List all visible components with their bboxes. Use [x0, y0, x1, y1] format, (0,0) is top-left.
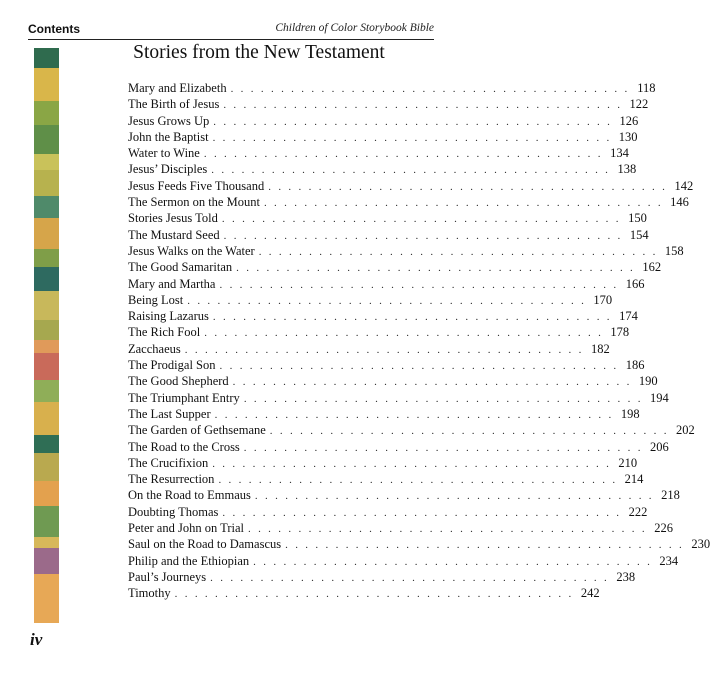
- toc-entry[interactable]: [128, 553, 679, 569]
- toc-entry[interactable]: [128, 520, 673, 536]
- color-band: [34, 340, 59, 353]
- toc-entry[interactable]: [128, 210, 647, 226]
- color-band: [34, 48, 59, 68]
- toc-entry-page: 154: [629, 227, 649, 242]
- toc-entry-page: 194: [650, 390, 669, 405]
- toc-entry-title: The Triumphant Entry: [128, 390, 240, 405]
- toc-entry-page: 122: [629, 97, 649, 112]
- toc-entry[interactable]: [128, 113, 639, 129]
- color-band: [34, 574, 59, 623]
- color-band: [34, 353, 59, 380]
- toc-entry-page: 202: [676, 423, 695, 438]
- toc-entry[interactable]: [128, 373, 658, 389]
- dot-leader: . . . . . . . . . . . . . . . . . . . . . . . . . . . . . . . . . . . . . . . .: [214, 408, 614, 421]
- dot-leader: . . . . . . . . . . . . . . . . . . . . . . . . . . . . . . . . . . . . . . . .: [236, 262, 636, 275]
- toc-entry-title: Being Lost: [128, 292, 184, 307]
- toc-entry-title: The Good Shepherd: [128, 374, 229, 389]
- toc-entry[interactable]: [128, 259, 662, 275]
- section-label: Contents: [28, 22, 80, 36]
- toc-entry-title: The Birth of Jesus: [128, 97, 220, 112]
- color-band: [34, 506, 59, 537]
- toc-entry-title: The Road to the Cross: [128, 439, 240, 454]
- toc-entry-title: Stories Jesus Told: [128, 211, 218, 226]
- toc-entry-title: The Crucifixion: [128, 455, 209, 470]
- toc-entry-page: 146: [670, 195, 689, 210]
- toc-entry-page: 222: [628, 504, 648, 519]
- toc-entry-title: Jesus Grows Up: [128, 113, 210, 128]
- toc-entry-page: 198: [620, 406, 640, 421]
- toc-entry-title: Water to Wine: [128, 146, 200, 161]
- dot-leader: . . . . . . . . . . . . . . . . . . . . . . . . . . . . . . . . . . . . . . . .: [187, 294, 587, 307]
- toc-entry-page: 206: [650, 439, 669, 454]
- color-band: [34, 380, 59, 402]
- toc-entry[interactable]: [128, 276, 645, 292]
- toc-entry-title: Mary and Martha: [128, 276, 216, 291]
- toc-entry-title: The Good Samaritan: [128, 260, 233, 275]
- dot-leader: . . . . . . . . . . . . . . . . . . . . . . . . . . . . . . . . . . . . . . . .: [212, 311, 612, 324]
- dot-leader: . . . . . . . . . . . . . . . . . . . . . . . . . . . . . . . . . . . . . . . .: [219, 360, 619, 373]
- toc-entry[interactable]: [128, 390, 669, 406]
- color-band: [34, 170, 59, 197]
- toc-entry-page: 130: [618, 129, 638, 144]
- book-title: Children of Color Storybook Bible: [275, 22, 434, 34]
- toc-entry-title: The Sermon on the Mount: [128, 195, 260, 210]
- color-band: [34, 320, 59, 340]
- toc-entry-title: Paul’s Journeys: [128, 569, 207, 584]
- dot-leader: . . . . . . . . . . . . . . . . . . . . . . . . . . . . . . . . . . . . . . . .: [254, 490, 654, 503]
- color-band: [34, 291, 59, 320]
- toc-entry[interactable]: [128, 406, 640, 422]
- dot-leader: . . . . . . . . . . . . . . . . . . . . . . . . . . . . . . . . . . . . . . . .: [184, 343, 584, 356]
- toc-entry[interactable]: [128, 161, 637, 177]
- toc-entry-title: The Prodigal Son: [128, 358, 216, 373]
- toc-entry-title: Raising Lazarus: [128, 309, 209, 324]
- toc-entry-page: 142: [674, 178, 694, 193]
- toc-entry-page: 150: [628, 211, 647, 226]
- dot-leader: . . . . . . . . . . . . . . . . . . . . . . . . . . . . . . . . . . . . . . . .: [212, 131, 612, 144]
- toc-entry-title: The Mustard Seed: [128, 227, 220, 242]
- toc-entry-page: 162: [642, 260, 662, 275]
- toc-entry-page: 218: [661, 488, 680, 503]
- dot-leader: . . . . . . . . . . . . . . . . . . . . . . . . . . . . . . . . . . . . . . . .: [174, 588, 574, 601]
- toc-entry[interactable]: [128, 324, 630, 340]
- color-band: [34, 68, 59, 101]
- toc-entry-page: 126: [619, 113, 639, 128]
- toc-entry-page: 134: [610, 146, 629, 161]
- dot-leader: . . . . . . . . . . . . . . . . . . . . . . . . . . . . . . . . . . . . . . . .: [243, 441, 643, 454]
- toc-entry[interactable]: [128, 292, 613, 308]
- toc-entry-page: 190: [638, 374, 658, 389]
- toc-entry[interactable]: [128, 504, 648, 520]
- toc-entry-title: Jesus Walks on the Water: [128, 243, 255, 258]
- decorative-color-strip: [34, 48, 59, 623]
- toc-entry-page: 166: [625, 276, 645, 291]
- dot-leader: . . . . . . . . . . . . . . . . . . . . . . . . . . . . . . . . . . . . . . . .: [243, 392, 643, 405]
- toc-entry-page: 238: [616, 569, 636, 584]
- color-band: [34, 196, 59, 218]
- toc-entry-title: Timothy: [128, 586, 171, 601]
- dot-leader: . . . . . . . . . . . . . . . . . . . . . . . . . . . . . . . . . . . . . . . .: [230, 83, 630, 95]
- toc-entry-page: 210: [618, 455, 638, 470]
- dot-leader: . . . . . . . . . . . . . . . . . . . . . . . . . . . . . . . . . . . . . . . .: [263, 197, 663, 210]
- toc-entry[interactable]: [128, 422, 695, 438]
- toc-entry-title: Peter and John on Trial: [128, 521, 244, 536]
- dot-leader: . . . . . . . . . . . . . . . . . . . . . . . . . . . . . . . . . . . . . . . .: [223, 229, 623, 242]
- dot-leader: . . . . . . . . . . . . . . . . . . . . . . . . . . . . . . . . . . . . . . . .: [212, 457, 612, 470]
- toc-entry-title: Jesus’ Disciples: [128, 162, 208, 177]
- dot-leader: . . . . . . . . . . . . . . . . . . . . . . . . . . . . . . . . . . . . . . . .: [213, 115, 613, 128]
- dot-leader: . . . . . . . . . . . . . . . . . . . . . . . . . . . . . . . . . . . . . . . .: [211, 164, 611, 177]
- toc-entry[interactable]: [128, 569, 636, 585]
- toc-entry-title: John the Baptist: [128, 129, 209, 144]
- toc-entry-page: 174: [619, 309, 638, 324]
- toc-entry-page: 170: [593, 292, 613, 307]
- toc-entry-page: 138: [617, 162, 637, 177]
- toc-entry-title: The Resurrection: [128, 472, 215, 487]
- toc-entry[interactable]: [128, 357, 645, 373]
- toc-entry-title: On the Road to Emmaus: [128, 488, 251, 503]
- color-band: [34, 435, 59, 453]
- toc-entry[interactable]: [128, 536, 710, 552]
- dot-leader: . . . . . . . . . . . . . . . . . . . . . . . . . . . . . . . . . . . . . . . .: [203, 148, 603, 161]
- dot-leader: . . . . . . . . . . . . . . . . . . . . . . . . . . . . . . . . . . . . . . . .: [218, 474, 618, 487]
- toc-entry-page: 158: [664, 243, 684, 258]
- toc-entry-title: Saul on the Road to Damascus: [128, 537, 282, 552]
- toc-entry-page: 118: [637, 81, 656, 95]
- color-band: [34, 249, 59, 267]
- toc-entry-page: 226: [654, 521, 673, 536]
- toc-entry[interactable]: [128, 80, 656, 96]
- toc-entry-page: 234: [659, 553, 679, 568]
- toc-entry-page: 182: [590, 341, 610, 356]
- dot-leader: . . . . . . . . . . . . . . . . . . . . . . . . . . . . . . . . . . . . . . . .: [258, 245, 658, 258]
- color-band: [34, 125, 59, 154]
- toc-entry[interactable]: [128, 227, 649, 243]
- color-band: [34, 218, 59, 249]
- toc-entry[interactable]: [128, 145, 629, 161]
- toc-entry[interactable]: [128, 129, 638, 145]
- color-band: [34, 101, 59, 125]
- toc-entry-title: Philip and the Ethiopian: [128, 553, 250, 568]
- toc-entry[interactable]: [128, 194, 689, 210]
- toc-entry-title: The Last Supper: [128, 406, 211, 421]
- page-title: Stories from the New Testament: [133, 42, 385, 63]
- toc-entry[interactable]: [128, 178, 694, 194]
- dot-leader: . . . . . . . . . . . . . . . . . . . . . . . . . . . . . . . . . . . . . . . .: [269, 425, 669, 438]
- toc-entry[interactable]: [128, 439, 669, 455]
- dot-leader: . . . . . . . . . . . . . . . . . . . . . . . . . . . . . . . . . . . . . . . .: [285, 539, 685, 552]
- color-band: [34, 154, 59, 169]
- color-band: [34, 548, 59, 575]
- color-band: [34, 267, 59, 291]
- dot-leader: . . . . . . . . . . . . . . . . . . . . . . . . . . . . . . . . . . . . . . . .: [223, 99, 623, 112]
- color-band: [34, 481, 59, 505]
- toc-entry-title: The Rich Fool: [128, 325, 201, 340]
- dot-leader: . . . . . . . . . . . . . . . . . . . . . . . . . . . . . . . . . . . . . . . .: [210, 571, 610, 584]
- toc-entry[interactable]: [128, 341, 610, 357]
- dot-leader: . . . . . . . . . . . . . . . . . . . . . . . . . . . . . . . . . . . . . . . .: [253, 555, 653, 568]
- header-rule: [28, 39, 434, 40]
- color-band: [34, 402, 59, 435]
- color-band: [34, 537, 59, 548]
- toc-entry[interactable]: [128, 455, 638, 471]
- toc-entry-page: 242: [580, 586, 600, 601]
- toc-entry[interactable]: [128, 96, 649, 112]
- toc-entry-title: The Garden of Gethsemane: [128, 423, 266, 438]
- dot-leader: . . . . . . . . . . . . . . . . . . . . . . . . . . . . . . . . . . . . . . . .: [232, 376, 632, 389]
- toc-entry-page: 230: [691, 537, 710, 552]
- toc-entry-title: Mary and Elizabeth: [128, 81, 227, 95]
- color-band: [34, 453, 59, 482]
- toc-entry[interactable]: [128, 585, 600, 601]
- toc-entry-page: 186: [625, 358, 645, 373]
- toc-entry-title: Zacchaeus: [128, 341, 181, 356]
- toc-entry-page: 178: [610, 325, 630, 340]
- page-number: iv: [30, 630, 43, 649]
- dot-leader: . . . . . . . . . . . . . . . . . . . . . . . . . . . . . . . . . . . . . . . .: [268, 180, 668, 193]
- toc-entry-title: Doubting Thomas: [128, 504, 219, 519]
- dot-leader: . . . . . . . . . . . . . . . . . . . . . . . . . . . . . . . . . . . . . . . .: [247, 523, 647, 536]
- toc-entry-page: 214: [624, 472, 644, 487]
- dot-leader: . . . . . . . . . . . . . . . . . . . . . . . . . . . . . . . . . . . . . . . .: [219, 278, 619, 291]
- dot-leader: . . . . . . . . . . . . . . . . . . . . . . . . . . . . . . . . . . . . . . . .: [222, 506, 622, 519]
- dot-leader: . . . . . . . . . . . . . . . . . . . . . . . . . . . . . . . . . . . . . . . .: [204, 327, 604, 340]
- toc-entry[interactable]: [128, 243, 684, 259]
- dot-leader: . . . . . . . . . . . . . . . . . . . . . . . . . . . . . . . . . . . . . . . .: [221, 213, 621, 226]
- toc-entry-title: Jesus Feeds Five Thousand: [128, 178, 265, 193]
- table-of-contents: [128, 80, 710, 602]
- toc-entry[interactable]: [128, 487, 680, 503]
- toc-entry[interactable]: [128, 471, 644, 487]
- toc-entry[interactable]: [128, 308, 638, 324]
